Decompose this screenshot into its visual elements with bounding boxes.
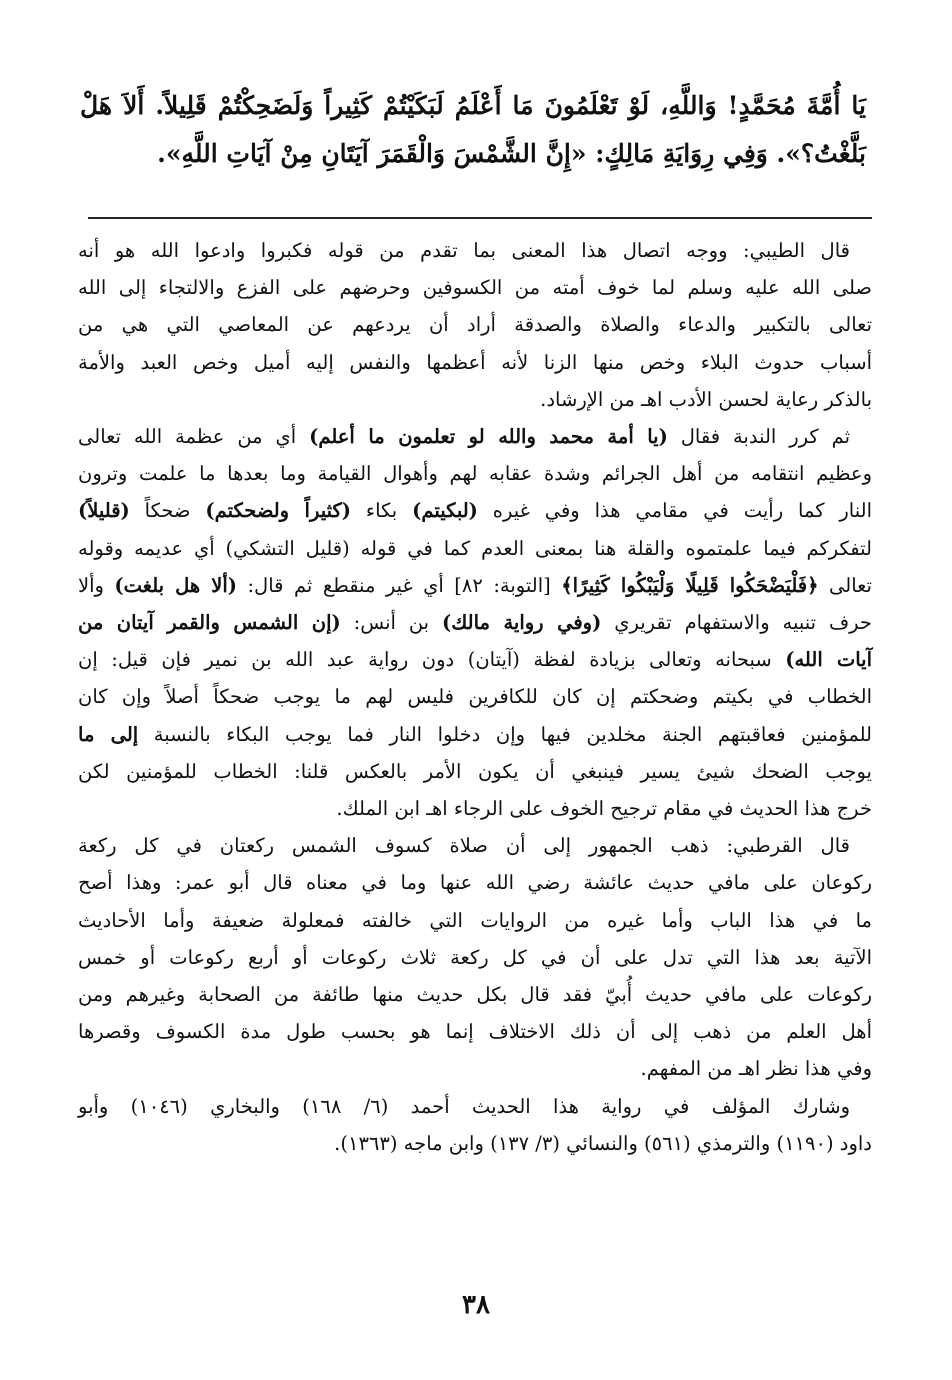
text-line: ركوعان على مافي حديث عائشة رضي الله عنها وما في معناه قال أبو عمر: وهذا أصح bbox=[78, 871, 872, 895]
text-run: للمؤمنين فعاقبتهم الجنة مخلدين فيها وإن دخلوا النار فما يوجب البكاء بالنسبة bbox=[138, 722, 872, 746]
quoted-matn: (إن الشمس والقمر آيتان من bbox=[78, 611, 341, 635]
page-number: ٣٨ bbox=[462, 1290, 490, 1320]
text-run: حرف تنبيه والاستفهام تقريري bbox=[601, 611, 872, 635]
text-line: وعظيم انتقامه من أهل الجرائم وشدة عقابه لهم وأهوال القيامة وما بعدها ما علمت وترون bbox=[78, 462, 872, 486]
text-line bbox=[78, 604, 872, 641]
quran-verse: ﴿فَلْيَضْحَكُوا قَلِيلًا وَلْيَبْكُوا كَثِيرًا﴾ bbox=[561, 573, 819, 597]
hadith-line: بَلَّغْتُ؟». وَفِي رِوَايَةِ مَالِكٍ: «إِنَّ الشَّمْسَ وَالْقَمَرَ آيَتَانِ مِنْ آيَاتِ اللَّهِ». bbox=[157, 139, 866, 168]
text-run: بكاء bbox=[351, 499, 413, 523]
quoted-matn: آيات الله) bbox=[785, 648, 872, 672]
quoted-matn: (قليلاً) bbox=[78, 499, 130, 523]
text-line bbox=[78, 1088, 872, 1125]
text-line bbox=[78, 641, 872, 678]
text-line: صلى الله عليه وسلم لما خوف أمته من الكسوفين وحرضهم على الفزع والالتجاء إلى الله bbox=[78, 276, 872, 300]
text-line: الخطاب في بكيتم وضحكتم إن كان للكافرين فليس لهم ما يوجب ضحكاً أصلاً وإن كان bbox=[78, 685, 872, 709]
quoted-matn: (يا أمة محمد والله لو تعلمون ما أعلم) bbox=[309, 425, 668, 449]
hadith-text bbox=[80, 82, 866, 178]
text-line: وفي هذا نظر اهـ من المفهم. bbox=[640, 1057, 872, 1081]
text-run: [التوبة: ٨٢] أي غير منقطع ثم قال: bbox=[237, 573, 562, 597]
paragraph-takhrij bbox=[78, 1088, 872, 1162]
text-line-content: قال الطيبي: ووجه اتصال هذا المعنى بما تقدم من قوله فكبروا وادعوا الله هو أنه bbox=[78, 239, 850, 262]
hadith-line: يَا أُمَّةَ مُحَمَّدٍ! وَاللَّهِ، لَوْ تَعْلَمُونَ مَا أَعْلَمُ لَبَكَيْتُمْ كَثِيراً وَلَضَحِكْتُمْ قَلِيلاً. أَلاَ هَلْ bbox=[80, 91, 866, 120]
text-line-content: قال القرطبي: ذهب الجمهور إلى أن صلاة كسوف الشمس ركعتان في كل ركعة bbox=[78, 834, 850, 858]
paragraph-qurtubi bbox=[78, 827, 872, 1087]
text-line: أسباب حدوث البلاء وخص منها الزنا لأنه أعظمها والنفس إليه أميل وخص العبد والأمة bbox=[78, 350, 872, 374]
text-run: ثم كرر الندبة فقال bbox=[667, 425, 851, 449]
text-run: سبحانه وتعالى بزيادة لفظة (آيتان) دون رواية عبد الله بن نمير فإن قيل: إن bbox=[78, 648, 786, 672]
text-run: أي من عظمة الله تعالى bbox=[78, 425, 310, 449]
text-line bbox=[78, 492, 872, 529]
text-line-content: وشارك المؤلف في رواية هذا الحديث أحمد (٦/ ١٦٨) والبخاري (١٠٤٦) وأبو bbox=[78, 1094, 850, 1118]
quoted-matn: (كثيراً ولضحكتم) bbox=[205, 499, 352, 523]
quoted-matn: (وفي رواية مالك) bbox=[441, 611, 602, 635]
text-line: تعالى بالتكبير والدعاء والصلاة والصدقة أراد أن يردعهم عن المعاصي التي هي من bbox=[78, 313, 872, 337]
text-run: بن أنس: bbox=[340, 611, 442, 635]
text-line: خرج هذا الحديث في مقام ترجيح الخوف على الرجاء اهـ ابن الملك. bbox=[336, 797, 872, 821]
quoted-matn: (لبكيتم) bbox=[412, 499, 478, 523]
text-line: أهل العلم من ذهب إلى أن ذلك الاختلاف إنما هو بحسب طول مدة الكسوف وقصرها bbox=[78, 1020, 872, 1044]
text-line: ركوعات على مافي حديث أُبيّ فقد قال بكل حديث منها طائفة من الصحابة وغيرهم ومن bbox=[78, 983, 872, 1007]
text-line: الآتية بعد هذا التي تدل على أن في كل ركعة ثلاث ركوعات أو أربع ركوعات أو خمس bbox=[78, 945, 872, 969]
quoted-matn: إلى ما bbox=[78, 722, 139, 746]
text-line bbox=[78, 567, 872, 604]
commentary bbox=[78, 232, 872, 1162]
text-line: لتفكركم فيما علمتموه والقلة هنا بمعنى العدم كما في قوله (قليل التشكي) أي عديمه وقوله bbox=[78, 536, 872, 560]
text-line: يوجب الضحك شيئ يسير فينبغي أن يكون الأمر بالعكس قلنا: الخطاب للمؤمنين لكن bbox=[78, 759, 872, 783]
text-run: تعالى bbox=[818, 573, 872, 597]
text-run: ضحكاً bbox=[129, 499, 206, 523]
footnote-divider bbox=[88, 217, 872, 219]
text-line: داود (١١٩٠) والترمذي (٥٦١) والنسائي (٣/ ١٣٧) وابن ماجه (١٣٦٣). bbox=[334, 1131, 872, 1155]
paragraph-tibi bbox=[78, 232, 872, 418]
text-line bbox=[78, 827, 872, 864]
text-line bbox=[78, 232, 872, 269]
text-line bbox=[78, 716, 872, 753]
quoted-matn: (ألا هل بلغت) bbox=[114, 573, 238, 597]
text-line: بالذكر رعاية لحسن الأدب اهـ من الإرشاد. bbox=[540, 387, 872, 411]
text-run: وألا bbox=[78, 573, 115, 597]
text-run: النار كما رأيت في مقامي هذا وفي غيره bbox=[477, 499, 872, 523]
text-line: ما في هذا الباب وأما غيره من الروايات التي خالفته فمعلولة ضعيفة وأما الأحاديث bbox=[78, 908, 872, 932]
text-line bbox=[78, 418, 872, 455]
paragraph-explanation bbox=[78, 418, 872, 827]
